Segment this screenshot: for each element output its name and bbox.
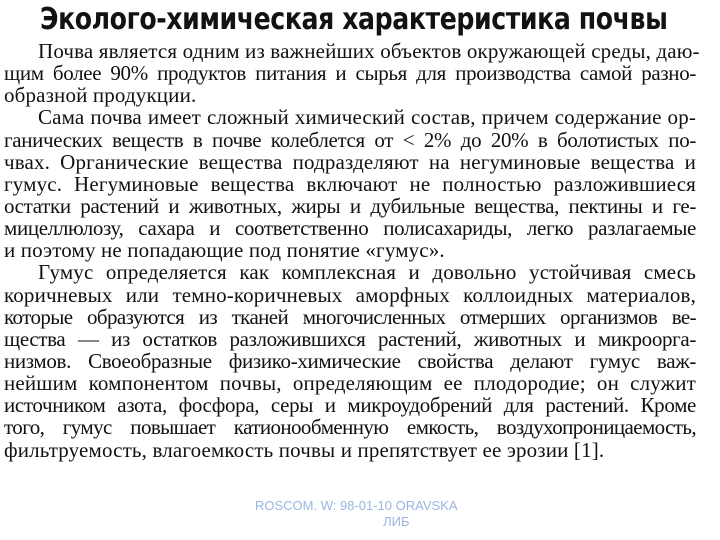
paragraph-line: Сама почва имеет сложный химический состав, причем содержание ор- — [38, 105, 696, 130]
paragraph-line: щества — из остатков разложившихся растений, животных и микроорга- — [4, 326, 696, 351]
paragraph-line: низмов. Своеобразные физико-химические свойства делают гумус важ- — [4, 348, 696, 373]
paragraph-line: фильтруемость, влагоемкость почвы и препятствует ее эрозии [1]. — [4, 437, 605, 462]
paragraph-line: которые образуются из тканей многочисленных отмерших организмов ве- — [4, 304, 696, 329]
paragraph-line: и поэтому не попадающие под понятие «гумус». — [4, 238, 445, 263]
watermark-line: ROSCOM. W: 98-01-10 ORAVSKA — [255, 498, 458, 513]
paragraph-line: ганических веществ в почве колеблется от < 2% до 20% в болотистых по- — [4, 127, 696, 152]
paragraph-line: источником азота, фосфора, серы и микроудобрений для растений. Кроме — [4, 393, 696, 418]
paragraph-line: того, гумус повышает катионообменную емкость, воздухопроницаемость, — [4, 415, 696, 440]
paragraph-line: чвах. Органические вещества подразделяют на негуминовые вещества и — [4, 149, 696, 174]
paragraph-line: мицеллюлозу, сахара и соответственно полисахариды, легко разлагаемые — [4, 216, 696, 241]
paragraph-line: щим более 90% продуктов питания и сырья для производства самой разно- — [4, 61, 696, 86]
paragraph-line: нейшим компонентом почвы, определяющим ее плодородие; он служит — [4, 371, 696, 396]
document-body — [4, 39, 700, 462]
page-title: Эколого-химическая характеристика почвы — [40, 2, 668, 37]
paragraph-line: коричневых или темно-коричневых аморфных коллоидных материалов, — [4, 282, 696, 307]
paragraph-line: Гумус определяется как комплексная и довольно устойчивая смесь — [38, 260, 696, 285]
paragraph-line: остатки растений и животных, жиры и дубильные вещества, пектины и ге- — [4, 193, 696, 218]
paragraph-line: Почва является одним из важнейших объектов окружающей среды, даю- — [38, 39, 700, 63]
watermark — [255, 498, 458, 530]
paragraph-line: гумус. Негуминовые вещества включают не полностью разложившиеся — [4, 171, 696, 196]
watermark-line: ЛИБ — [383, 514, 410, 529]
paragraph-line: образной продукции. — [4, 83, 197, 108]
